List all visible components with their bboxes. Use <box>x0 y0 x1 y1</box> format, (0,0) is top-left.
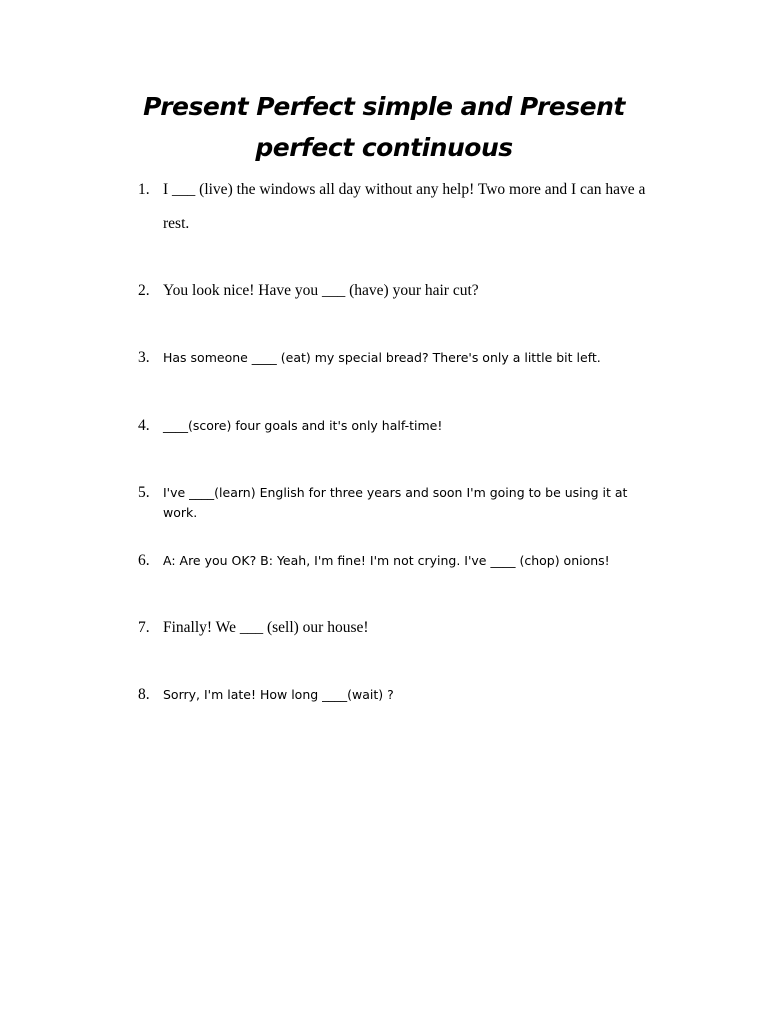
question-number: 6. <box>138 552 150 569</box>
question-text: I ___ (live) the windows all day without any help! Two more and I can have a rest. <box>163 181 646 232</box>
question-number: 5. <box>138 484 150 501</box>
question-text: Sorry, I'm late! How long ____(wait) ? <box>163 687 394 702</box>
question-number: 3. <box>138 349 150 366</box>
question-number: 8. <box>138 686 150 703</box>
question-text: I've ____(learn) English for three years and soon I'm going to be using it at work. <box>163 485 628 520</box>
question-text: A: Are you OK? B: Yeah, I'm fine! I'm not crying. I've ____ (chop) onions! <box>163 553 610 568</box>
question-text: Has someone ____ (eat) my special bread? There's only a little bit left. <box>163 350 601 365</box>
worksheet-title <box>130 86 638 168</box>
title-line-1: Present Perfect simple and Present <box>143 92 625 121</box>
question-text: ____(score) four goals and it's only half-time! <box>163 418 443 433</box>
question-number: 1. <box>138 181 150 198</box>
question-text: You look nice! Have you ___ (have) your hair cut? <box>163 282 479 299</box>
question-number: 7. <box>138 619 150 636</box>
title-line-2: perfect continuous <box>255 133 513 162</box>
question-number: 2. <box>138 282 150 299</box>
question-text: Finally! We ___ (sell) our house! <box>163 619 369 636</box>
question-number: 4. <box>138 417 150 434</box>
